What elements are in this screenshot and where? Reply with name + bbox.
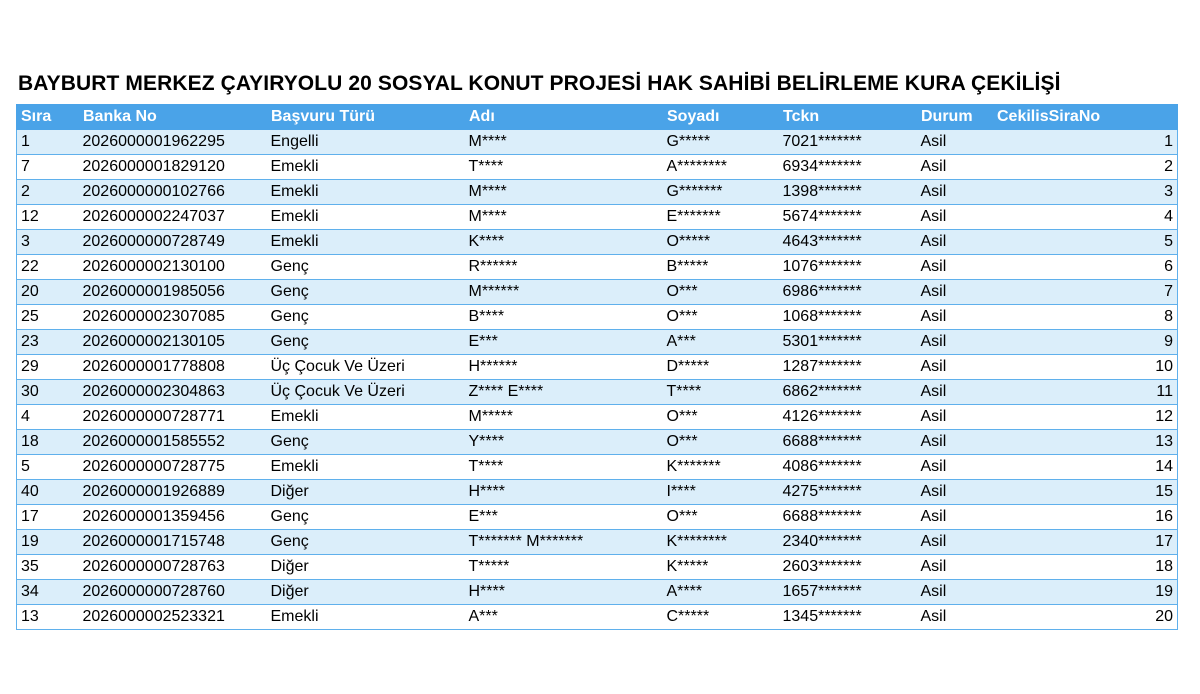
cell-banka-no: 2026000001715748 [79,530,267,555]
cell-banka-no: 2026000001585552 [79,430,267,455]
cell-adi: M****** [465,280,663,305]
column-header-basvuru-turu: Başvuru Türü [267,105,465,130]
cell-sira: 34 [17,580,79,605]
cell-adi: Z**** E**** [465,380,663,405]
cell-durum: Asil [917,230,993,255]
cell-durum: Asil [917,480,993,505]
cell-durum: Asil [917,180,993,205]
table-row [17,280,1178,305]
cell-adi: H**** [465,580,663,605]
cell-cekilis-sira-no: 19 [993,580,1178,605]
cell-basvuru-turu: Genç [267,430,465,455]
column-header-cekilis-sira-no: CekilisSiraNo [993,105,1178,130]
cell-soyadi: O*** [663,430,779,455]
cell-soyadi: A*** [663,330,779,355]
cell-adi: M***** [465,405,663,430]
table-row [17,480,1178,505]
table-row [17,430,1178,455]
cell-adi: K**** [465,230,663,255]
cell-adi: R****** [465,255,663,280]
table-header-row [17,105,1178,130]
cell-sira: 7 [17,155,79,180]
cell-tckn: 6986******* [779,280,917,305]
cell-cekilis-sira-no: 10 [993,355,1178,380]
cell-durum: Asil [917,305,993,330]
cell-sira: 22 [17,255,79,280]
cell-banka-no: 2026000002130105 [79,330,267,355]
cell-tckn: 2340******* [779,530,917,555]
cell-sira: 29 [17,355,79,380]
cell-soyadi: T**** [663,380,779,405]
cell-soyadi: E******* [663,205,779,230]
cell-durum: Asil [917,205,993,230]
cell-soyadi: I**** [663,480,779,505]
table-row [17,305,1178,330]
cell-basvuru-turu: Üç Çocuk Ve Üzeri [267,380,465,405]
cell-adi: T******* M******* [465,530,663,555]
cell-cekilis-sira-no: 16 [993,505,1178,530]
cell-tckn: 1068******* [779,305,917,330]
cell-soyadi: A**** [663,580,779,605]
cell-basvuru-turu: Diğer [267,555,465,580]
cell-durum: Asil [917,355,993,380]
table-row [17,505,1178,530]
cell-durum: Asil [917,605,993,630]
cell-banka-no: 2026000001985056 [79,280,267,305]
cell-tckn: 1345******* [779,605,917,630]
cell-banka-no: 2026000001778808 [79,355,267,380]
cell-basvuru-turu: Engelli [267,130,465,155]
table-row [17,605,1178,630]
table-row [17,255,1178,280]
cell-sira: 40 [17,480,79,505]
cell-cekilis-sira-no: 12 [993,405,1178,430]
cell-soyadi: D***** [663,355,779,380]
cell-basvuru-turu: Genç [267,505,465,530]
cell-sira: 23 [17,330,79,355]
cell-adi: T**** [465,155,663,180]
cell-banka-no: 2026000002130100 [79,255,267,280]
table-row [17,580,1178,605]
cell-basvuru-turu: Emekli [267,455,465,480]
cell-basvuru-turu: Genç [267,280,465,305]
cell-adi: H**** [465,480,663,505]
cell-tckn: 4086******* [779,455,917,480]
cell-tckn: 6862******* [779,380,917,405]
cell-durum: Asil [917,155,993,180]
cell-banka-no: 2026000001829120 [79,155,267,180]
cell-adi: E*** [465,330,663,355]
cell-soyadi: K******* [663,455,779,480]
cell-adi: H****** [465,355,663,380]
cell-tckn: 1076******* [779,255,917,280]
cell-tckn: 1287******* [779,355,917,380]
cell-sira: 17 [17,505,79,530]
cell-adi: M**** [465,205,663,230]
cell-soyadi: K******** [663,530,779,555]
table-row [17,405,1178,430]
cell-soyadi: O***** [663,230,779,255]
cell-sira: 2 [17,180,79,205]
table-row [17,355,1178,380]
cell-cekilis-sira-no: 9 [993,330,1178,355]
cell-basvuru-turu: Diğer [267,580,465,605]
cell-sira: 18 [17,430,79,455]
cell-cekilis-sira-no: 13 [993,430,1178,455]
cell-cekilis-sira-no: 11 [993,380,1178,405]
cell-banka-no: 2026000000728749 [79,230,267,255]
cell-sira: 3 [17,230,79,255]
column-header-durum: Durum [917,105,993,130]
cell-durum: Asil [917,430,993,455]
table-row [17,455,1178,480]
cell-sira: 20 [17,280,79,305]
cell-sira: 30 [17,380,79,405]
cell-cekilis-sira-no: 18 [993,555,1178,580]
cell-basvuru-turu: Emekli [267,180,465,205]
cell-cekilis-sira-no: 1 [993,130,1178,155]
cell-adi: Y**** [465,430,663,455]
cell-basvuru-turu: Emekli [267,155,465,180]
cell-banka-no: 2026000000728771 [79,405,267,430]
table-row [17,330,1178,355]
cell-adi: E*** [465,505,663,530]
cell-soyadi: G******* [663,180,779,205]
cell-banka-no: 2026000000728775 [79,455,267,480]
cell-adi: T***** [465,555,663,580]
cell-basvuru-turu: Genç [267,330,465,355]
table-row [17,155,1178,180]
cell-basvuru-turu: Emekli [267,230,465,255]
cell-cekilis-sira-no: 14 [993,455,1178,480]
cell-durum: Asil [917,555,993,580]
cell-tckn: 6934******* [779,155,917,180]
cell-cekilis-sira-no: 8 [993,305,1178,330]
cell-tckn: 6688******* [779,430,917,455]
cell-durum: Asil [917,380,993,405]
cell-durum: Asil [917,505,993,530]
cell-sira: 19 [17,530,79,555]
cell-adi: B**** [465,305,663,330]
cell-tckn: 4643******* [779,230,917,255]
cell-cekilis-sira-no: 7 [993,280,1178,305]
cell-cekilis-sira-no: 17 [993,530,1178,555]
table-row [17,380,1178,405]
cell-sira: 5 [17,455,79,480]
cell-sira: 13 [17,605,79,630]
cell-tckn: 4126******* [779,405,917,430]
cell-tckn: 1398******* [779,180,917,205]
cell-cekilis-sira-no: 3 [993,180,1178,205]
document-title: BAYBURT MERKEZ ÇAYIRYOLU 20 SOSYAL KONUT PROJESİ HAK SAHİBİ BELİRLEME KURA ÇEKİLİŞİ [18,72,1061,95]
column-header-banka-no: Banka No [79,105,267,130]
cell-cekilis-sira-no: 2 [993,155,1178,180]
table-body [17,130,1178,630]
cell-tckn: 6688******* [779,505,917,530]
cell-cekilis-sira-no: 20 [993,605,1178,630]
cell-soyadi: B***** [663,255,779,280]
cell-cekilis-sira-no: 6 [993,255,1178,280]
cell-basvuru-turu: Emekli [267,405,465,430]
column-header-tckn: Tckn [779,105,917,130]
cell-tckn: 5301******* [779,330,917,355]
cell-banka-no: 2026000002307085 [79,305,267,330]
cell-adi: M**** [465,180,663,205]
cell-basvuru-turu: Diğer [267,480,465,505]
cell-sira: 4 [17,405,79,430]
cell-durum: Asil [917,330,993,355]
cell-adi: T**** [465,455,663,480]
cell-soyadi: A******** [663,155,779,180]
cell-tckn: 7021******* [779,130,917,155]
cell-banka-no: 2026000000728763 [79,555,267,580]
cell-soyadi: O*** [663,280,779,305]
table-row [17,530,1178,555]
cell-durum: Asil [917,255,993,280]
cell-banka-no: 2026000002523321 [79,605,267,630]
cell-soyadi: G***** [663,130,779,155]
cell-adi: M**** [465,130,663,155]
cell-soyadi: O*** [663,505,779,530]
table-row [17,555,1178,580]
cell-soyadi: C***** [663,605,779,630]
cell-banka-no: 2026000001359456 [79,505,267,530]
cell-sira: 1 [17,130,79,155]
table-row [17,205,1178,230]
cell-basvuru-turu: Emekli [267,605,465,630]
cell-cekilis-sira-no: 15 [993,480,1178,505]
cell-banka-no: 2026000000102766 [79,180,267,205]
table-row [17,130,1178,155]
column-header-sira: Sıra [17,105,79,130]
cell-durum: Asil [917,455,993,480]
cell-banka-no: 2026000002304863 [79,380,267,405]
cell-sira: 35 [17,555,79,580]
cell-tckn: 4275******* [779,480,917,505]
cell-banka-no: 2026000001926889 [79,480,267,505]
cell-durum: Asil [917,580,993,605]
cell-soyadi: O*** [663,405,779,430]
cell-tckn: 2603******* [779,555,917,580]
table-row [17,180,1178,205]
cell-durum: Asil [917,530,993,555]
cell-durum: Asil [917,130,993,155]
cell-durum: Asil [917,280,993,305]
cell-cekilis-sira-no: 4 [993,205,1178,230]
cell-basvuru-turu: Genç [267,530,465,555]
cell-basvuru-turu: Emekli [267,205,465,230]
lottery-results-table [16,104,1178,630]
column-header-soyadi: Soyadı [663,105,779,130]
cell-basvuru-turu: Genç [267,305,465,330]
cell-tckn: 5674******* [779,205,917,230]
cell-basvuru-turu: Genç [267,255,465,280]
cell-banka-no: 2026000000728760 [79,580,267,605]
cell-sira: 25 [17,305,79,330]
cell-basvuru-turu: Üç Çocuk Ve Üzeri [267,355,465,380]
cell-tckn: 1657******* [779,580,917,605]
table-row [17,230,1178,255]
cell-banka-no: 2026000002247037 [79,205,267,230]
cell-soyadi: O*** [663,305,779,330]
column-header-adi: Adı [465,105,663,130]
cell-cekilis-sira-no: 5 [993,230,1178,255]
cell-banka-no: 2026000001962295 [79,130,267,155]
cell-sira: 12 [17,205,79,230]
cell-durum: Asil [917,405,993,430]
cell-soyadi: K***** [663,555,779,580]
cell-adi: A*** [465,605,663,630]
